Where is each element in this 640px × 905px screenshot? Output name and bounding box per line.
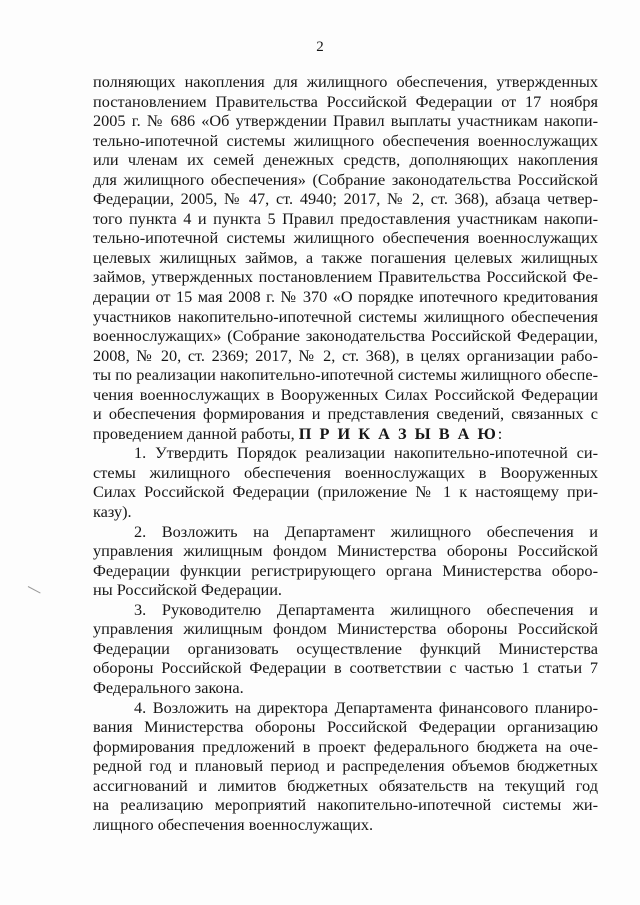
- order-item-3: [93, 600, 598, 698]
- text-line: редной год и плановый период и распределения объемов бюджетных: [93, 756, 598, 776]
- scan-artifact: [28, 586, 41, 593]
- text-line: Федерации организовать осуществление функций Министерства: [93, 638, 598, 658]
- order-item-2: [93, 522, 598, 600]
- text-line: 3. Руководителю Департамента жилищного обеспечения и: [134, 599, 598, 619]
- order-item-1: [93, 443, 598, 521]
- page-number: 2: [316, 39, 324, 55]
- text-line: Федерации функции регистрирующего органа Министерства оборо-: [93, 560, 598, 580]
- text-line: на реализацию мероприятий накопительно-ипотечной системы жи-: [93, 795, 598, 815]
- text-line: займов, утвержденных постановлением Правительства Российской Фе-: [93, 267, 598, 287]
- text-line: или членам их семей денежных средств, дополняющих накопления: [93, 150, 598, 170]
- text-line: военнослужащих» (Собрание законодательства Российской Федерации,: [93, 326, 598, 346]
- text-line: 2. Возложить на Департамент жилищного обеспечения и: [134, 521, 598, 541]
- order-line-suffix: :: [497, 423, 503, 443]
- text-line: постановлением Правительства Российской Федерации от 17 ноября: [93, 91, 598, 111]
- text-line: Силах Российской Федерации (приложение № 1 к настоящему при-: [93, 482, 598, 502]
- text-line: 1. Утвердить Порядок реализации накопительно-ипотечной си-: [134, 443, 598, 463]
- text-line: полняющих накопления для жилищного обеспечения, утвержденных: [93, 72, 598, 91]
- text-line: и обеспечения формирования и представления сведений, связанных с: [93, 404, 598, 424]
- text-line: Федерации, 2005, № 47, ст. 4940; 2017, № 2, ст. 368), абзаца четвер-: [93, 189, 598, 209]
- text-line: Федерального закона.: [93, 677, 244, 697]
- text-line: тельно-ипотечной системы жилищного обеспечения военнослужащих: [93, 130, 598, 150]
- text-line: того пункта 4 и пункта 5 Правил предоставления участникам накопи-: [93, 208, 598, 228]
- text-line: 2005 г. № 686 «Об утверждении Правил выплаты участникам накопи-: [93, 111, 598, 131]
- text-line: управления жилищным фондом Министерства обороны Российской: [93, 541, 598, 561]
- text-line: 2008, № 20, ст. 2369; 2017, № 2, ст. 368), в целях организации рабо-: [93, 345, 598, 365]
- order-word: П Р И К А З Ы В А Ю: [298, 423, 498, 443]
- text-line: тельно-ипотечной системы жилищного обеспечения военнослужащих: [93, 228, 598, 248]
- text-line: 4. Возложить на директора Департамента финансового планиро-: [134, 697, 598, 717]
- text-line: чения военнослужащих в Вооруженных Силах Российской Федерации: [93, 384, 598, 404]
- text-line: ты по реализации накопительно-ипотечной системы жилищного обеспе-: [93, 365, 598, 385]
- text-line: лищного обеспечения военнослужащих.: [93, 814, 374, 834]
- text-line: для жилищного обеспечения» (Собрание законодательства Российской: [93, 169, 598, 189]
- order-line: [93, 424, 598, 444]
- text-line: стемы жилищного обеспечения военнослужащих в Вооруженных: [93, 462, 598, 482]
- text-line: управления жилищным фондом Министерства обороны Российской: [93, 619, 598, 639]
- order-item-4: [93, 698, 598, 835]
- text-line: формирования предложений в проект федерального бюджета на оче-: [93, 736, 598, 756]
- text-line: участников накопительно-ипотечной системы жилищного обеспечения: [93, 306, 598, 326]
- text-line: ны Российской Федерации.: [93, 580, 282, 600]
- text-line: обороны Российской Федерации в соответствии с частью 1 статьи 7: [93, 658, 598, 678]
- document-body: [93, 72, 598, 834]
- order-line-prefix: проведением данной работы,: [93, 423, 295, 443]
- text-line: казу).: [93, 502, 132, 522]
- text-line: ассигнований и лимитов бюджетных обязательств на текущий год: [93, 775, 598, 795]
- text-line: вания Министерства обороны Российской Федерации организацию: [93, 717, 598, 737]
- text-line: дерации от 15 мая 2008 г. № 370 «О порядке ипотечного кредитования: [93, 287, 598, 307]
- text-line: целевых жилищных займов, а также погашения целевых жилищных: [93, 247, 598, 267]
- preamble-paragraph: [93, 72, 598, 443]
